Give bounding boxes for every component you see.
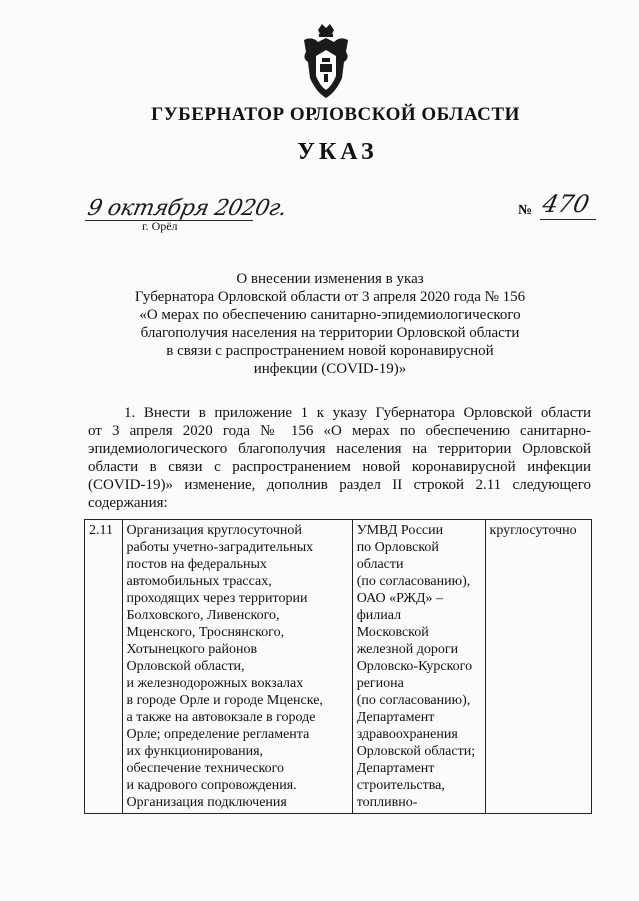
title-line: О внесении изменения в указ <box>236 271 424 287</box>
measure-line: работы учетно-заградительных <box>126 540 314 555</box>
responsible-line: Департамент <box>356 761 435 776</box>
document-type-heading: УКАЗ <box>297 139 378 165</box>
responsible-line: Департамент <box>356 710 435 725</box>
measure-line: постов на федеральных <box>126 557 267 572</box>
measure-line: и кадрового сопровождения. <box>126 778 297 793</box>
title-line: в связи с распространением новой коронавирусной <box>166 343 494 359</box>
term-cell: круглосуточно <box>485 520 591 814</box>
responsible-line: УМВД России <box>356 523 444 538</box>
measure-line: и железнодорожных вокзалах <box>126 676 304 691</box>
measure-line: Организация круглосуточной <box>126 523 302 538</box>
body-line: от 3 апреля 2020 года № 156 «О мерах по обеспечению санитарно- <box>88 423 591 439</box>
place-of-issue: г. Орёл <box>142 219 178 233</box>
responsible-line: (по согласованию), <box>356 574 471 589</box>
decree-body <box>88 404 591 512</box>
responsible-cell <box>352 520 485 814</box>
body-line: эпидемиологического благополучия населения на территории Орловской <box>88 441 591 457</box>
responsible-line: ОАО «РЖД» – <box>356 591 444 606</box>
measure-cell <box>122 520 352 814</box>
decree-title <box>120 270 540 378</box>
responsible-line: области <box>356 557 404 572</box>
handwritten-number: 470 <box>540 190 592 218</box>
body-line: содержания: <box>88 495 168 511</box>
measure-line: автомобильных трассах, <box>126 574 272 589</box>
title-line: Губернатора Орловской области от 3 апреля 2020 года № 156 <box>134 289 526 305</box>
measure-line: их функционирования, <box>126 744 264 759</box>
responsible-line: Московской <box>356 625 429 640</box>
responsible-line: региона <box>356 676 404 691</box>
number-label: № <box>518 203 533 218</box>
measure-line: проходящих через территории <box>126 591 308 606</box>
row-number-cell: 2.11 <box>85 520 123 814</box>
measure-line: Организация подключения <box>126 795 287 810</box>
body-line: 1. Внести в приложение 1 к указу Губернатора Орловской области <box>124 405 591 421</box>
measure-line: а также на автовокзале в городе <box>126 710 316 725</box>
measure-line: в городе Орле и городе Мценске, <box>126 693 323 708</box>
measure-line: Болховского, Ливенского, <box>126 608 280 623</box>
responsible-line: по Орловской <box>356 540 439 555</box>
handwritten-date: 9 октября 2020г. <box>85 196 289 221</box>
responsible-line: строительства, <box>356 778 445 793</box>
measure-line: Хотынецкого районов <box>126 642 258 657</box>
title-line: инфекции (COVID-19)» <box>253 361 407 377</box>
measure-line: Мценского, Троснянского, <box>126 625 285 640</box>
measure-line: Орле; определение регламента <box>126 727 310 742</box>
title-line: благополучия населения на территории Орловской области <box>140 325 520 341</box>
responsible-line: филиал <box>356 608 402 623</box>
title-line: «О мерах по обеспечению санитарно-эпидемиологического <box>139 307 521 323</box>
body-line: (COVID-19)» изменение, дополнив раздел II строкой 2.11 следующего <box>88 477 591 493</box>
responsible-line: (по согласованию), <box>356 693 471 708</box>
measure-line: обеспечение технического <box>126 761 284 776</box>
number-underline <box>540 219 596 220</box>
coat-of-arms-icon <box>296 22 356 102</box>
table-row <box>85 520 592 814</box>
responsible-line: топливно- <box>356 795 418 810</box>
measure-line: Орловской области, <box>126 659 245 674</box>
authority-heading: ГУБЕРНАТОР ОРЛОВСКОЙ ОБЛАСТИ <box>151 104 520 125</box>
body-line: области в связи с распространением новой коронавирусной инфекции <box>88 459 591 475</box>
amendment-table <box>84 519 592 814</box>
responsible-line: железной дороги <box>356 642 459 657</box>
responsible-line: Орловской области; <box>356 744 476 759</box>
responsible-line: здравоохранения <box>356 727 458 742</box>
responsible-line: Орловско-Курского <box>356 659 473 674</box>
